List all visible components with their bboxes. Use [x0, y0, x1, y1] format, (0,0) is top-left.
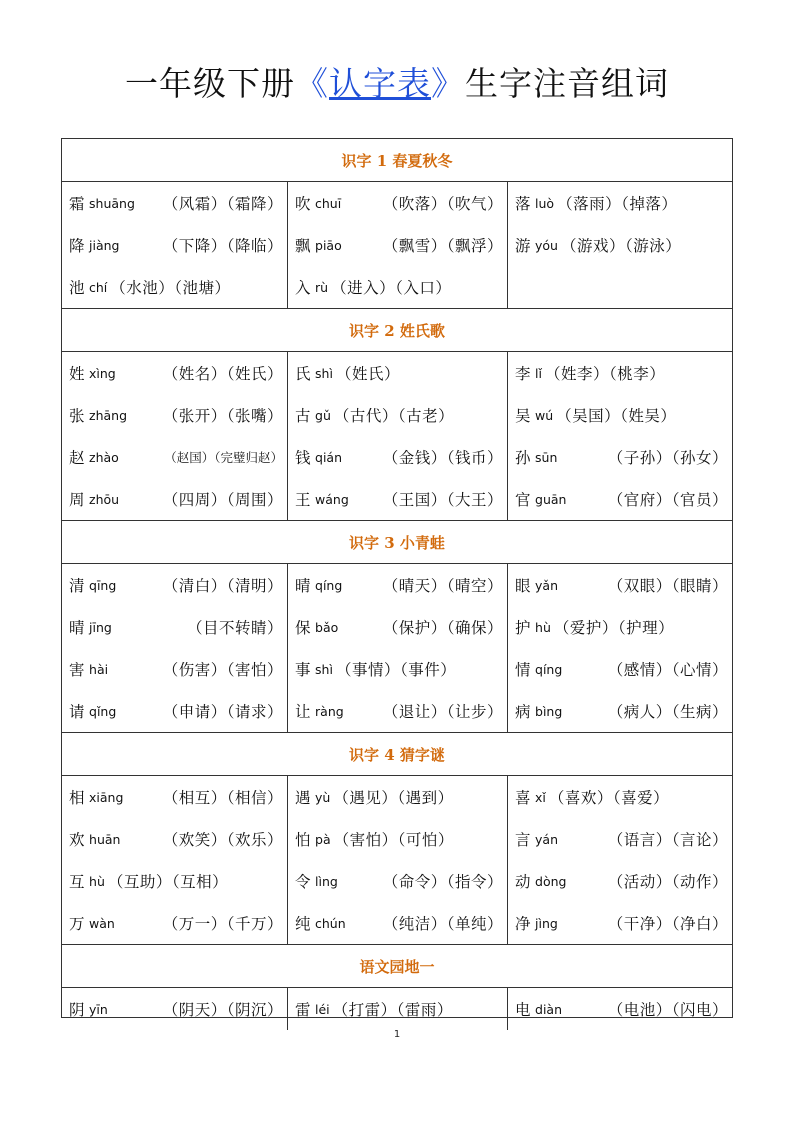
character: 晴 [295, 577, 312, 595]
word-groups: （伤害）（害怕） [162, 661, 283, 679]
character: 官 [515, 491, 532, 509]
word-groups: （万一）（千万） [162, 915, 283, 933]
word-groups: （阴天）（阴沉） [162, 1001, 283, 1019]
character-entry [69, 648, 287, 690]
character-entry [69, 436, 287, 478]
word-groups: （目不转睛） [186, 619, 283, 637]
character: 池 [69, 279, 86, 297]
word-groups: （互助）（互相） [107, 873, 229, 891]
pinyin: diàn [535, 1001, 563, 1017]
character-entry [515, 860, 732, 902]
section-column [287, 564, 507, 732]
pinyin: yǎn [535, 577, 558, 593]
pinyin: shì [315, 661, 333, 677]
word-groups: （姓名）（姓氏） [162, 365, 283, 383]
pinyin: dòng [535, 873, 567, 889]
word-groups: （子孙）（孙女） [607, 449, 728, 467]
character: 怕 [295, 831, 312, 849]
word-groups: （纯洁）（单纯） [382, 915, 503, 933]
word-groups: （王国）（大王） [382, 491, 503, 509]
pinyin: luò [535, 195, 555, 211]
character: 言 [515, 831, 532, 849]
word-groups: （感情）（心情） [607, 661, 728, 679]
word-groups: （电池）（闪电） [607, 1001, 728, 1019]
section-body [62, 352, 732, 521]
pinyin: bìng [535, 703, 563, 719]
word-groups: （事情）（事件） [335, 661, 457, 679]
word-groups: （张开）（张嘴） [162, 407, 283, 425]
character: 李 [515, 365, 532, 383]
word-groups: （落雨）（掉落） [557, 195, 678, 213]
pinyin: sūn [535, 449, 558, 465]
character: 吹 [295, 195, 312, 213]
character-entry [295, 690, 507, 732]
word-groups: （相互）（相信） [162, 789, 283, 807]
pinyin: shuāng [89, 195, 135, 211]
word-groups: （吴国）（姓吴） [556, 407, 677, 425]
title-prefix: 一年级下册 [125, 64, 295, 103]
character: 张 [69, 407, 86, 425]
character: 飘 [295, 237, 312, 255]
character: 清 [69, 577, 86, 595]
character-entry [295, 182, 507, 224]
pinyin: léi [315, 1001, 330, 1017]
character: 落 [515, 195, 532, 213]
character: 遇 [295, 789, 312, 807]
pinyin: hù [89, 873, 105, 889]
pinyin: yīn [89, 1001, 108, 1017]
character: 入 [295, 279, 312, 297]
pinyin: qǐng [89, 703, 117, 719]
character-entry [515, 224, 732, 266]
character: 净 [515, 915, 532, 933]
section-column [287, 352, 507, 520]
pinyin: jīng [89, 619, 112, 635]
pinyin: lìng [315, 873, 338, 889]
word-groups: （风霜）（霜降） [162, 195, 283, 213]
pinyin: xìng [89, 365, 116, 381]
character-entry [295, 436, 507, 478]
character-entry [295, 818, 507, 860]
pinyin: qīng [89, 577, 117, 593]
character-entry [295, 776, 507, 818]
character-entry [295, 352, 507, 394]
character-entry [295, 564, 507, 606]
word-groups: （保护）（确保） [382, 619, 503, 637]
section-column [507, 564, 732, 732]
pinyin: shì [315, 365, 333, 381]
character-entry [515, 776, 732, 818]
character-entry [295, 394, 507, 436]
pinyin: huān [89, 831, 121, 847]
pinyin: rù [315, 279, 329, 295]
word-groups: （下降）（降临） [162, 237, 283, 255]
word-groups: （水池）（池塘） [110, 279, 231, 297]
word-groups: （害怕）（可怕） [333, 831, 454, 849]
pinyin: yù [315, 789, 331, 805]
section-body [62, 988, 732, 1030]
character-entry [69, 564, 287, 606]
word-groups: （飘雪）（飘浮） [382, 237, 503, 255]
section-body [62, 564, 732, 733]
section-column [287, 776, 507, 944]
character-entry [69, 352, 287, 394]
character-entry [515, 564, 732, 606]
section-header: 识字 3 小青蛙 [62, 521, 732, 564]
character-entry [295, 478, 507, 520]
character-entry [69, 860, 287, 902]
word-groups: （吹落）（吹气） [382, 195, 503, 213]
character-entry [295, 860, 507, 902]
word-groups: （申请）（请求） [162, 703, 283, 721]
character-entry [295, 648, 507, 690]
pinyin: gǔ [315, 407, 331, 423]
character: 氏 [295, 365, 312, 383]
pinyin: guān [535, 491, 567, 507]
character: 孙 [515, 449, 532, 467]
word-groups: （喜欢）（喜爱） [548, 789, 670, 807]
word-groups: （退让）（让步） [382, 703, 503, 721]
character: 病 [515, 703, 532, 721]
pinyin: lǐ [535, 365, 542, 381]
word-groups: （金钱）（钱币） [382, 449, 503, 467]
word-groups: （活动）（动作） [607, 873, 728, 891]
character: 令 [295, 873, 312, 891]
pinyin: xiāng [89, 789, 124, 805]
word-groups: （古代）（古老） [333, 407, 455, 425]
word-groups: （进入）（入口） [331, 279, 452, 297]
character: 古 [295, 407, 312, 425]
title-link-text[interactable]: 认字表 [329, 64, 431, 103]
character-entry [69, 818, 287, 860]
word-groups: （姓氏） [335, 365, 400, 383]
page-title [0, 58, 794, 105]
character: 纯 [295, 915, 312, 933]
character: 眼 [515, 577, 532, 595]
character: 动 [515, 873, 532, 891]
word-groups: （遇见）（遇到） [333, 789, 454, 807]
character-entry [69, 478, 287, 520]
character-entry [515, 648, 732, 690]
pinyin: qíng [315, 577, 343, 593]
character-entry [295, 224, 507, 266]
character: 喜 [515, 789, 532, 807]
title-suffix: 生字注音组词 [465, 64, 669, 103]
pinyin: bǎo [315, 619, 339, 635]
section-column [62, 182, 287, 308]
character-entry [515, 436, 732, 478]
word-groups: （病人）（生病） [607, 703, 728, 721]
character-table [61, 138, 733, 1018]
pinyin: zhōu [89, 491, 120, 507]
pinyin: yóu [535, 237, 558, 253]
character-entry [295, 606, 507, 648]
pinyin: jiàng [89, 237, 120, 253]
character-entry [69, 394, 287, 436]
pinyin: zhāng [89, 407, 128, 423]
character-entry [515, 988, 732, 1030]
character-entry [515, 606, 732, 648]
character: 让 [295, 703, 312, 721]
section-column [507, 988, 732, 1030]
pinyin: chún [315, 915, 346, 931]
section-column [507, 352, 732, 520]
pinyin: hù [535, 619, 551, 635]
word-groups: （姓李）（桃李） [544, 365, 666, 383]
section-header: 语文园地一 [62, 945, 732, 988]
pinyin: wú [535, 407, 554, 423]
character: 万 [69, 915, 86, 933]
section-column [62, 776, 287, 944]
section-header: 识字 2 姓氏歌 [62, 309, 732, 352]
pinyin: chí [89, 279, 108, 295]
character-entry [515, 182, 732, 224]
pinyin: qíng [535, 661, 563, 677]
section-column [507, 182, 732, 308]
character-entry [69, 182, 287, 224]
word-groups: （赵国）（完璧归赵） [164, 450, 283, 465]
word-groups: （清白）（清明） [162, 577, 283, 595]
character: 害 [69, 661, 86, 679]
pinyin: zhào [89, 449, 119, 465]
section-column [287, 182, 507, 308]
character-entry [69, 988, 287, 1030]
character: 护 [515, 619, 532, 637]
section-body [62, 182, 732, 309]
character-entry [69, 776, 287, 818]
pinyin: jìng [535, 915, 558, 931]
title-link[interactable] [295, 64, 465, 103]
pinyin: pà [315, 831, 331, 847]
character: 晴 [69, 619, 86, 637]
section-header: 识字 1 春夏秋冬 [62, 139, 732, 182]
character: 吴 [515, 407, 532, 425]
word-groups: （四周）（周围） [162, 491, 283, 509]
character-entry [295, 902, 507, 944]
word-groups: （语言）（言论） [607, 831, 728, 849]
word-groups: （双眼）（眼睛） [607, 577, 728, 595]
section-column [287, 988, 507, 1030]
character: 霜 [69, 195, 86, 213]
character: 钱 [295, 449, 312, 467]
character: 游 [515, 237, 532, 255]
character-entry [69, 266, 287, 308]
pinyin: xǐ [535, 789, 546, 805]
character: 赵 [69, 449, 86, 467]
pinyin: piāo [315, 237, 342, 253]
pinyin: hài [89, 661, 109, 677]
word-groups: （游戏）（游泳） [560, 237, 682, 255]
character: 姓 [69, 365, 86, 383]
character-entry [515, 478, 732, 520]
character: 保 [295, 619, 312, 637]
character: 事 [295, 661, 312, 679]
pinyin: yán [535, 831, 558, 847]
character: 欢 [69, 831, 86, 849]
section-header: 识字 4 猜字谜 [62, 733, 732, 776]
character-entry [69, 224, 287, 266]
word-groups: （晴天）（晴空） [382, 577, 503, 595]
character-entry [515, 394, 732, 436]
section-body [62, 776, 732, 945]
character-entry [69, 606, 287, 648]
word-groups: （欢笑）（欢乐） [162, 831, 283, 849]
character-entry [295, 266, 507, 308]
character: 雷 [295, 1001, 312, 1019]
character-entry [69, 902, 287, 944]
character: 王 [295, 491, 312, 509]
character: 降 [69, 237, 86, 255]
word-groups: （官府）（官员） [607, 491, 728, 509]
pinyin: chuī [315, 195, 342, 211]
pinyin: ràng [315, 703, 344, 719]
character-entry [515, 818, 732, 860]
section-column [62, 988, 287, 1030]
character: 互 [69, 873, 86, 891]
character-entry [295, 988, 507, 1030]
character-entry [69, 690, 287, 732]
character: 相 [69, 789, 86, 807]
pinyin: qián [315, 449, 343, 465]
section-column [62, 352, 287, 520]
word-groups: （打雷）（雷雨） [332, 1001, 453, 1019]
section-column [62, 564, 287, 732]
pinyin: wàn [89, 915, 115, 931]
title-close-bracket: 》 [431, 64, 465, 103]
section-column [507, 776, 732, 944]
page-number: 1 [393, 1029, 401, 1040]
character-entry [515, 902, 732, 944]
character: 电 [515, 1001, 532, 1019]
pinyin: wáng [315, 491, 349, 507]
character-entry [515, 352, 732, 394]
word-groups: （干净）（净白） [607, 915, 728, 933]
word-groups: （命令）（指令） [382, 873, 503, 891]
character-entry [515, 690, 732, 732]
character: 阴 [69, 1001, 86, 1019]
character: 周 [69, 491, 86, 509]
word-groups: （爱护）（护理） [553, 619, 675, 637]
character: 情 [515, 661, 532, 679]
title-open-bracket: 《 [295, 64, 329, 103]
character: 请 [69, 703, 86, 721]
